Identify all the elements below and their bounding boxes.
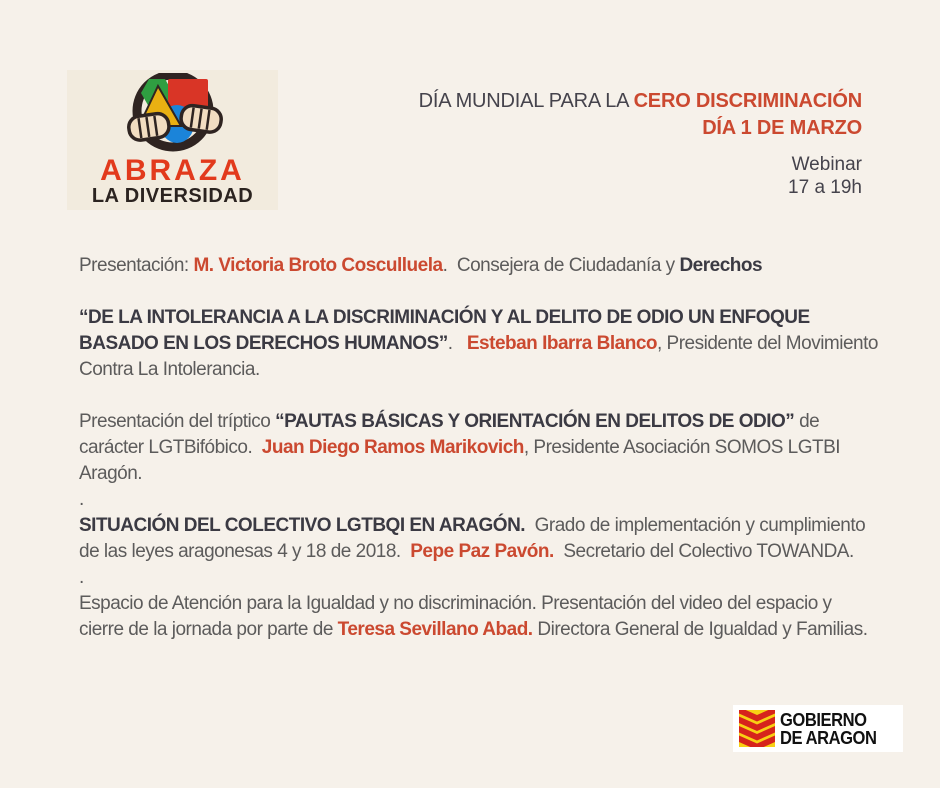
gobierno-aragon-text — [780, 711, 876, 747]
abraza-logo — [67, 70, 278, 210]
paragraph: . — [79, 567, 84, 588]
paragraph: . — [79, 489, 84, 510]
event-type: Webinar — [791, 154, 862, 175]
paragraph-spacer — [79, 383, 879, 409]
abraza-logo-word1: ABRAZA — [100, 154, 245, 187]
body-text — [79, 253, 883, 643]
event-title-highlight: CERO DISCRIMINACIÓN — [633, 90, 862, 112]
paragraph: Presentación: M. Victoria Broto Cosculluela. Consejera de Ciudadanía y Derechos — [79, 255, 763, 276]
paragraph: Espacio de Atención para la Igualdad y no discriminación. Presentación del video del espacio y cierre de la jornada por parte de Teresa Sevillano Abad. Directora General de Igualdad y Familias. — [79, 593, 868, 640]
event-title-line1 — [419, 88, 862, 115]
event-title-prefix: DÍA MUNDIAL PARA LA — [418, 90, 634, 112]
event-time: 17 a 19h — [788, 177, 862, 198]
gobierno-line1: GOBIERNO — [780, 709, 867, 730]
aragon-flag-icon — [739, 710, 775, 747]
header — [419, 88, 862, 199]
gobierno-aragon-logo — [733, 705, 903, 752]
abraza-logo-word2: LA DIVERSIDAD — [91, 185, 254, 207]
gobierno-line2: DE ARAGON — [780, 727, 877, 748]
paragraph: SITUACIÓN DEL COLECTIVO LGTBQI EN ARAGÓN. Grado de implementación y cumplimiento de las leyes aragonesas 4 y 18 de 2018. Pepe Paz Pavón. Secretario del Colectivo TOWANDA. — [79, 515, 870, 562]
paragraph: Presentación del tríptico “PAUTAS BÁSICAS Y ORIENTACIÓN EN DELITOS DE ODIO” de carácter LGTBifóbico. Juan Diego Ramos Marikovich, Presidente Asociación SOMOS LGTBI Aragón. — [79, 411, 844, 484]
paragraph: “DE LA INTOLERANCIA A LA DISCRIMINACIÓN Y AL DELITO DE ODIO UN ENFOQUE BASADO EN LOS DERECHOS HUMANOS”. Esteban Ibarra Blanco, Presidente del Movimiento Contra La Intolerancia. — [79, 307, 883, 380]
event-title-date: DÍA 1 DE MARZO — [702, 117, 862, 139]
paragraph-spacer — [79, 279, 879, 305]
